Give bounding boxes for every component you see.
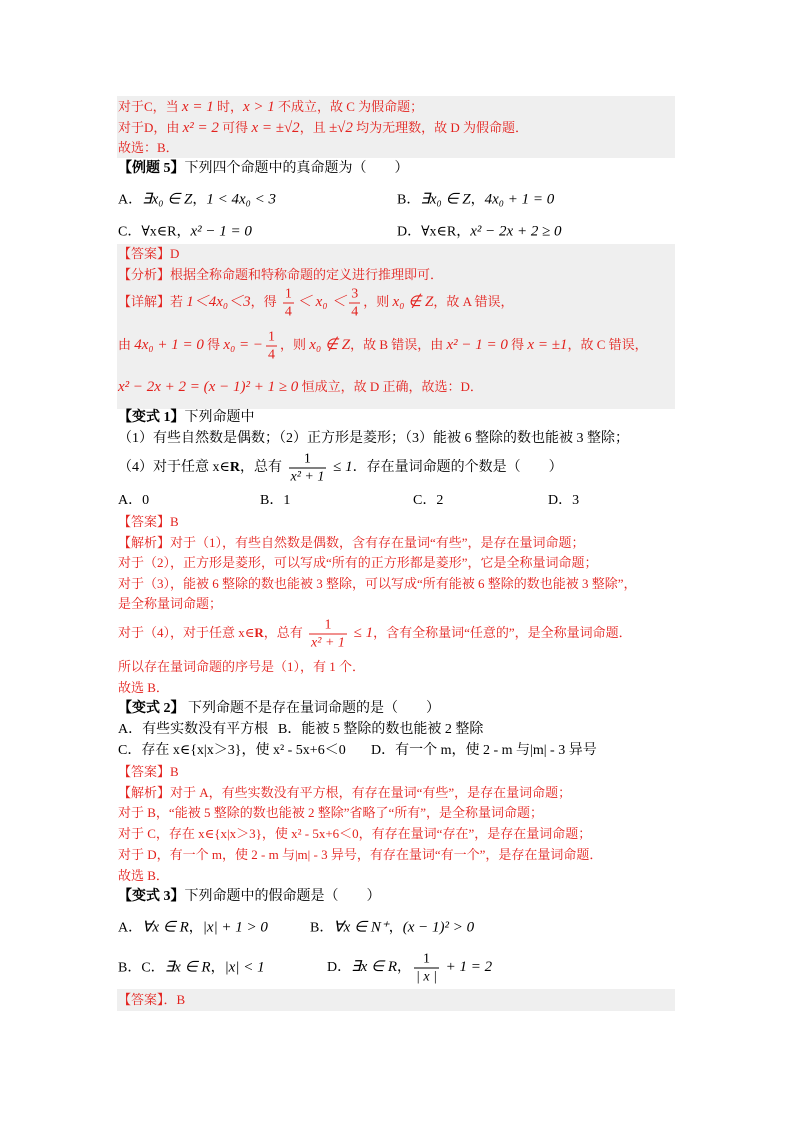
fraction-numerator: 1 <box>289 451 327 469</box>
math-expression: x² − 1 = 0 <box>190 223 252 240</box>
question-stem: 下列命题中的假命题是（ ） <box>184 889 381 904</box>
math-expression: ∃x₀ ∈ Z <box>142 191 193 208</box>
option-label: C．∀x∈R， <box>118 224 191 240</box>
math-expression: 1＜4x₀＜3 <box>186 293 251 310</box>
math-expression: + 1 = 2 <box>441 959 493 976</box>
example5-detail-line-2 <box>118 329 648 364</box>
math-expression: |x| + 1 > 0 <box>202 919 268 936</box>
math-expression: ∃x₀ ∈ Z <box>420 191 471 208</box>
variant1-option-d: D．3 <box>548 493 580 508</box>
math-expression: 4x₀ + 1 = 0 <box>134 336 204 353</box>
math-expression: (x − 1)² > 0 <box>402 919 475 936</box>
math-expression: x = ±1 <box>527 336 568 353</box>
variant3-option-a <box>118 918 268 939</box>
fraction <box>309 617 347 652</box>
option-label: B． <box>397 192 421 208</box>
line-text: ， <box>388 920 403 936</box>
variant1-explain-1: 【解析】对于（1），有些自然数是偶数，含有存在量词“有些”，是存在量词命题； <box>118 535 585 550</box>
prev-solution-line-d <box>118 118 528 138</box>
fraction-numerator: 3 <box>351 286 359 302</box>
variant3-option-d <box>327 951 492 986</box>
example5-question <box>118 159 409 179</box>
line-text: ，故 C 错误， <box>567 336 648 352</box>
variant2-answer: 【答案】B <box>118 764 179 779</box>
math-expression: x = ±√2 <box>251 120 300 136</box>
line-text: 对于D，由 <box>118 120 183 135</box>
fraction <box>283 286 294 321</box>
line-text: ，总有 <box>263 624 307 640</box>
math-expression: 1 < 4x₀ < 3 <box>206 191 277 208</box>
line-text: 可得 <box>218 120 252 135</box>
variant2-option-d: D．有一个 m，使 2 - m 与|m| - 3 异号 <box>371 743 597 758</box>
fraction <box>289 451 327 486</box>
line-text: 均为无理数，故 D 为假命题． <box>352 120 529 135</box>
math-expression: ∀x ∈ R <box>142 919 189 936</box>
line-text: ，故 A 错误， <box>433 293 514 309</box>
variant1-statements: （1）有些自然数是偶数；（2）正方形是菱形；（3）能被 6 整除的数也能被 3 整除； <box>118 431 629 446</box>
variant2-explain-3: 对于 C，存在 x∈{x|x＞3}，使 x² - 5x+6＜0，有存在量词“存在”，是存在量词命题； <box>118 826 592 841</box>
math-expression: ≤ 1 <box>349 624 374 641</box>
prev-solution-conclusion: 故选：B． <box>118 140 179 155</box>
variant3-option-b <box>310 918 474 939</box>
fraction-denominator: 4 <box>268 347 276 363</box>
example5-option-d <box>397 222 562 243</box>
variant1-explain-6: 所以存在量词命题的序号是（1），有 1 个． <box>118 659 366 674</box>
fraction-denominator: | x | <box>416 969 437 985</box>
example5-option-b <box>397 190 554 211</box>
variant1-question <box>118 408 255 428</box>
variant1-statement-4 <box>118 451 563 486</box>
line-text: 【详解】若 <box>118 293 187 309</box>
option-label: D． <box>327 960 352 976</box>
variant1-option-c: C．2 <box>413 493 444 508</box>
variant1-option-a: A．0 <box>118 493 150 508</box>
fraction-denominator: 4 <box>284 304 292 320</box>
variant3-answer-shade <box>117 989 675 1011</box>
math-expression: x = 1 <box>181 99 214 115</box>
variant2-explain-2: 对于 B，“能被 5 整除的数也能被 2 整除”省略了“所有”，是全称量词命题； <box>118 805 544 820</box>
example5-option-a <box>118 190 276 211</box>
line-text: ， <box>397 960 411 976</box>
line-text: 时， <box>213 99 243 114</box>
line-text: ，则 <box>363 293 393 309</box>
variant1-explain-3: 对于（3），能被 6 整除的数也能被 3 整除，可以写成“所有能被 6 整除的数也能被 3 整除”， <box>118 576 637 591</box>
line-text: （4）对于任意 x∈ <box>118 460 230 476</box>
line-text: ， <box>188 920 203 936</box>
variant1-option-b: B．1 <box>260 493 291 508</box>
line-text: ，故 B 错误，由 <box>350 336 447 352</box>
math-expression: ＜ x₀ ＜ <box>296 293 347 310</box>
fraction-numerator: 1 <box>268 329 276 345</box>
line-text: ，得 <box>250 293 280 309</box>
real-set-symbol: R <box>254 624 264 640</box>
fraction <box>349 286 360 321</box>
variant2-question <box>118 699 440 719</box>
fraction <box>414 951 439 986</box>
variant2-option-a: A．有些实数没有平方根 <box>118 722 269 737</box>
variant3-answer: 【答案】．B <box>118 992 186 1007</box>
variant2-option-c: C．存在 x∈{x|x＞3}，使 x² - 5x+6＜0 <box>118 743 346 758</box>
option-label: D．∀x∈R， <box>397 224 471 240</box>
math-expression: x² − 1 = 0 <box>446 336 508 353</box>
line-text: ，总有 <box>240 460 286 476</box>
math-expression: ≤ 1 <box>329 459 353 476</box>
math-expression: ∃x ∈ R <box>164 959 211 976</box>
line-text: ， <box>192 192 207 208</box>
fraction-numerator: 1 <box>284 286 292 302</box>
math-expression: ±√2 <box>328 120 353 136</box>
question-stem: 下列命题不是存在量词命题的是（ ） <box>184 701 440 716</box>
fraction <box>266 329 277 364</box>
math-expression: x₀ ∉ Z <box>392 293 434 310</box>
line-text: 不成立，故 C 为假命题； <box>274 99 424 114</box>
math-expression: x₀ ∉ Z <box>309 336 351 353</box>
math-expression: ∀x ∈ N⁺ <box>333 919 389 936</box>
math-expression: 4x₀ + 1 = 0 <box>484 191 555 208</box>
real-set-symbol: R <box>229 460 240 476</box>
line-text: 恒成立，故 D 正确，故选：D． <box>298 379 483 394</box>
fraction-numerator: 1 <box>414 951 439 969</box>
math-expression: x > 1 <box>242 99 275 115</box>
option-label: A． <box>118 920 143 936</box>
line-text: ．存在量词命题的个数是（ ） <box>352 460 563 476</box>
section-tag: 【变式 3】 <box>118 889 185 904</box>
math-expression: x₀ = − <box>223 336 264 353</box>
example5-answer: 【答案】D <box>118 246 180 261</box>
variant3-question <box>118 887 381 907</box>
line-text: ， <box>210 960 225 976</box>
option-label: A． <box>118 192 143 208</box>
section-tag: 【变式 1】 <box>118 410 185 425</box>
variant1-explain-5 <box>118 617 632 652</box>
section-tag: 【例题 5】 <box>118 161 185 176</box>
variant1-answer: 【答案】B <box>118 514 179 529</box>
fraction-denominator: x² + 1 <box>311 635 345 651</box>
example5-analysis: 【分析】根据全称命题和特称命题的定义进行推理即可． <box>118 267 444 282</box>
example5-detail-line-1 <box>118 286 514 321</box>
math-expression: x² − 2x + 2 = (x − 1)² + 1 ≥ 0 <box>118 379 299 395</box>
math-expression: |x| < 1 <box>224 959 265 976</box>
question-stem: 下列四个命题中的真命题为（ ） <box>184 161 409 176</box>
example5-option-c <box>118 222 252 243</box>
option-label: B．C． <box>118 960 165 976</box>
section-tag: 【变式 2】 <box>118 701 185 716</box>
fraction-denominator: 4 <box>351 304 359 320</box>
line-text: 对于C，当 <box>118 99 182 114</box>
fraction-numerator: 1 <box>309 617 347 635</box>
line-text: 得 <box>507 336 528 352</box>
variant1-explain-7: 故选 B． <box>118 680 169 695</box>
line-text: ， <box>470 192 485 208</box>
line-text: ，则 <box>280 336 310 352</box>
line-text: 对于（4），对于任意 x∈ <box>118 624 255 640</box>
variant2-explain-5: 故选 B． <box>118 868 169 883</box>
line-text: ，且 <box>299 120 329 135</box>
line-text: 由 <box>118 336 135 352</box>
example5-detail-line-3 <box>118 377 483 397</box>
variant2-explain-1: 【解析】对于 A，有些实数没有平方根，有存在量词“有些”，是存在量词命题； <box>118 785 572 800</box>
variant1-explain-2: 对于（2），正方形是菱形，可以写成“所有的正方形都是菱形”，它是全称量词命题； <box>118 555 598 570</box>
math-expression: ∃x ∈ R <box>351 959 397 976</box>
math-expression: x² − 2x + 2 ≥ 0 <box>470 223 562 240</box>
math-expression: x² = 2 <box>182 120 219 136</box>
line-text: ，含有全称量词“任意的”，是全称量词命题． <box>373 624 632 640</box>
option-label: B． <box>310 920 334 936</box>
prev-solution-line-c <box>118 97 423 117</box>
variant2-explain-4: 对于 D，有一个 m，使 2 - m 与|m| - 3 异号，有存在量词“有一个”，是存在量词命题． <box>118 847 603 862</box>
variant3-option-c <box>118 958 265 979</box>
line-text: 得 <box>203 336 224 352</box>
question-stem: 下列命题中 <box>184 410 255 425</box>
fraction-denominator: x² + 1 <box>290 469 325 485</box>
variant1-explain-4: 是全称量词命题； <box>118 596 223 611</box>
variant2-option-b: B．能被 5 整除的数也能被 2 整除 <box>278 722 484 737</box>
